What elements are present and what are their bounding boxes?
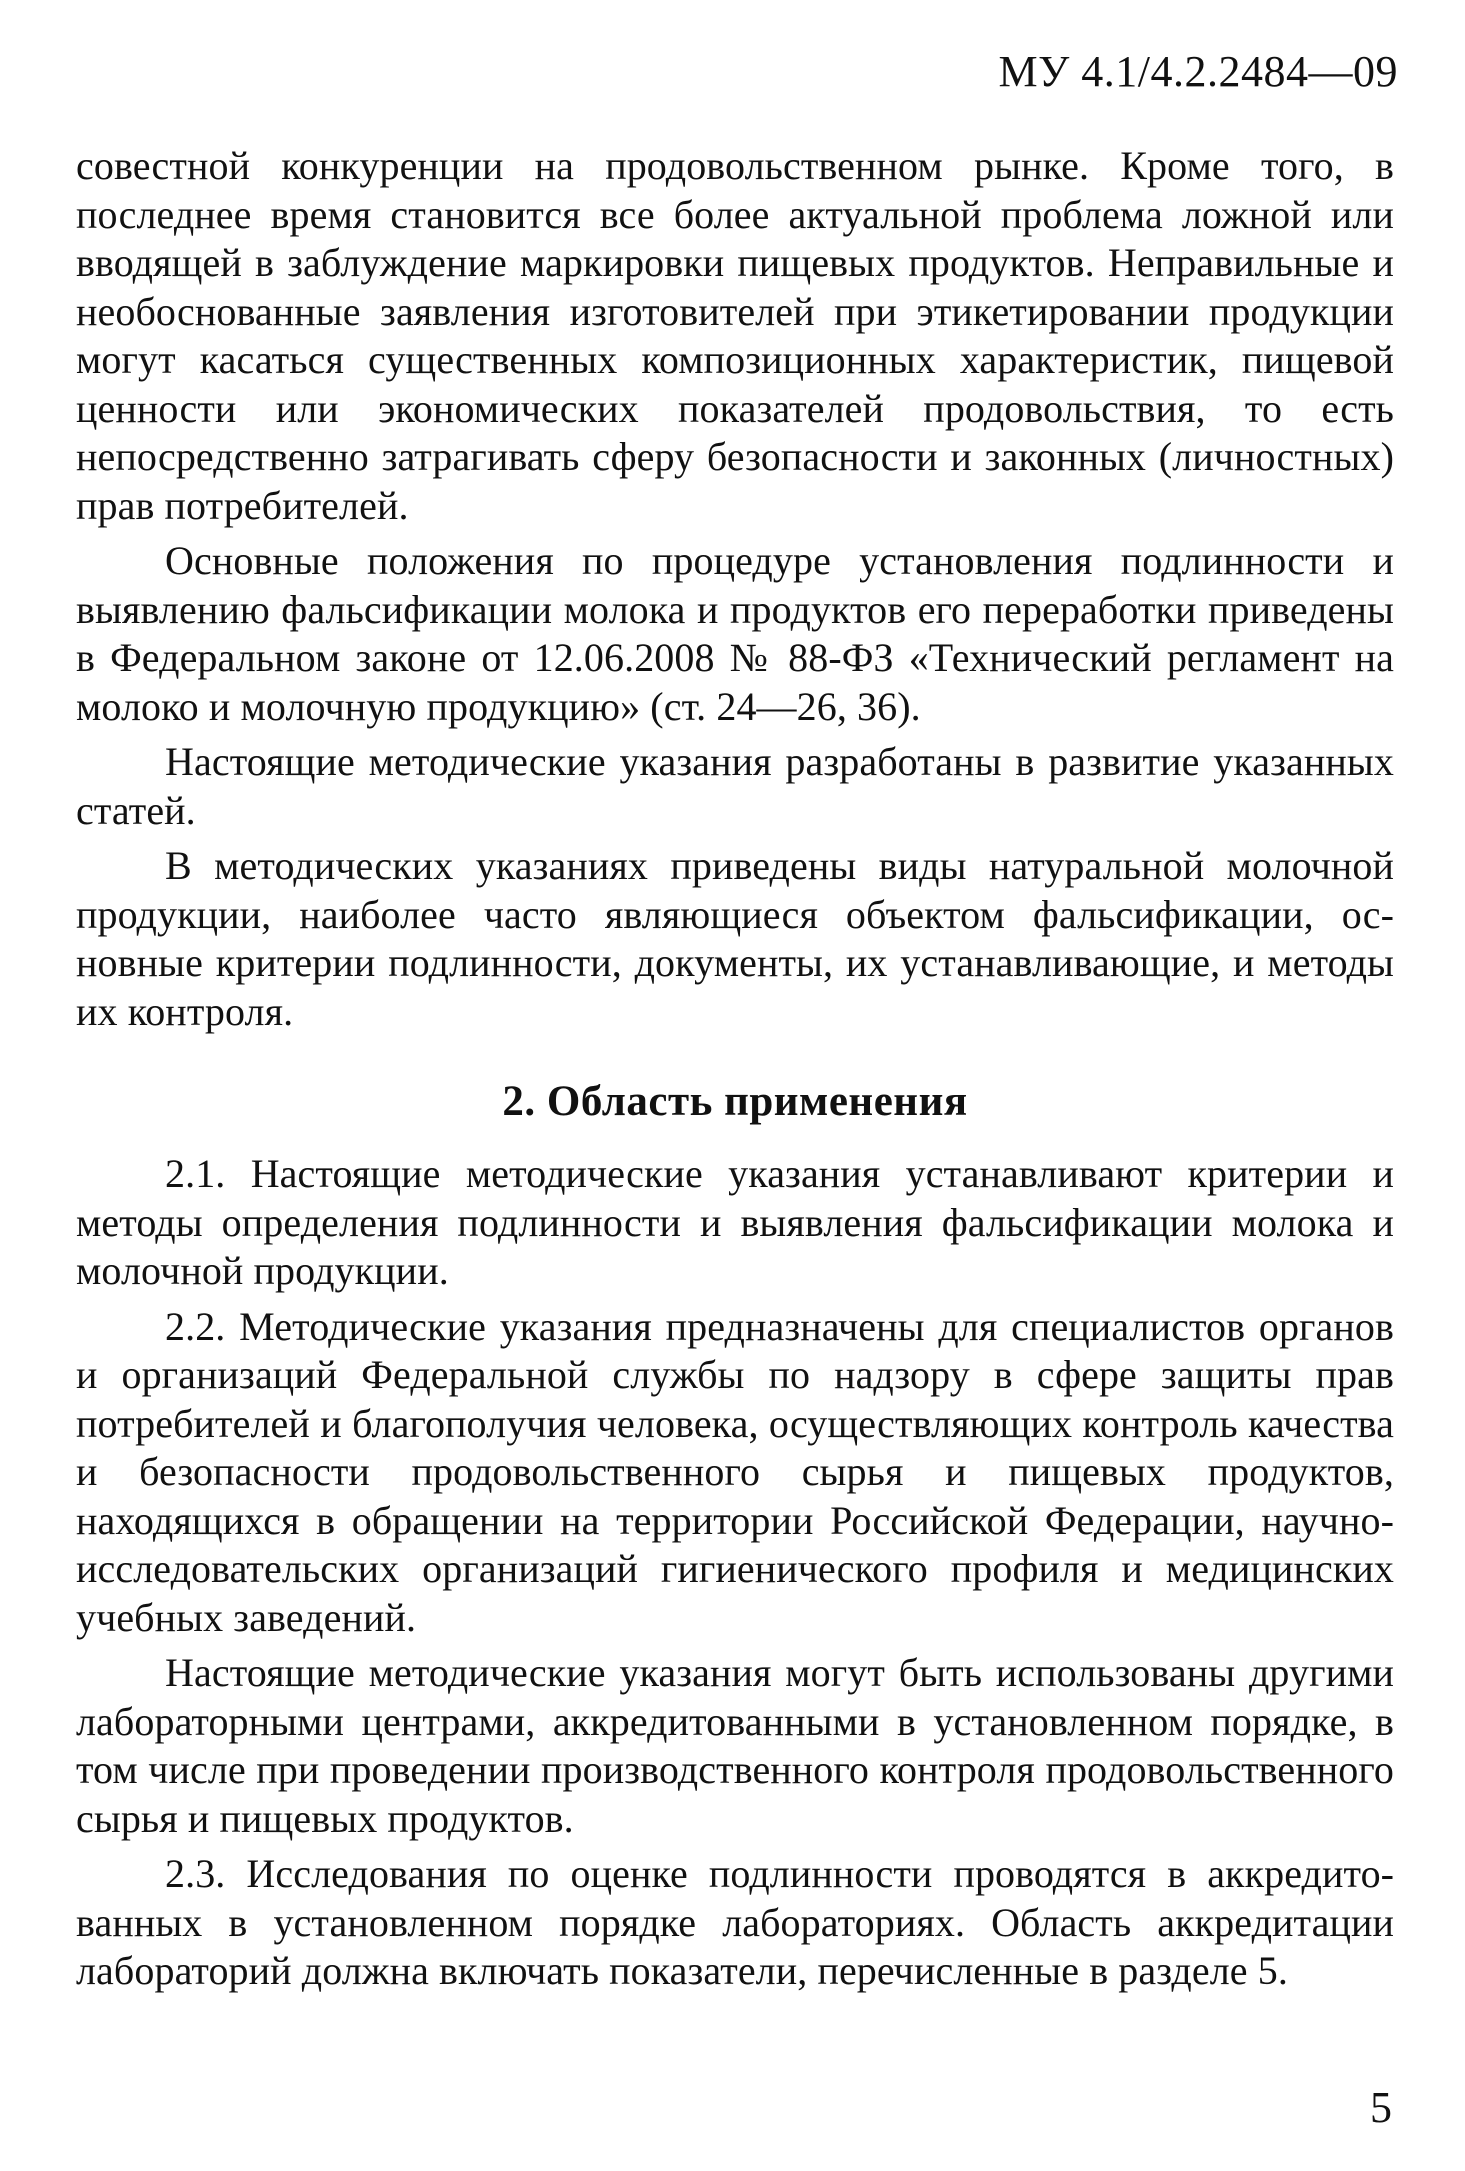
- paragraph-contents: В методических указаниях приведены виды натуральной молочной продукции, наиболее часто являющиеся объектом фальсификации, основные критерии подлинности, документы, их устанавливающие, и методы их контроля.: [76, 843, 1394, 1034]
- clause-2-1: 2.1. Настоящие методические указания устанавливают критерии и методы определения подлинности и выявления фальсификации молока и молочной продукции.: [76, 1151, 1394, 1293]
- paragraph-development: Настоящие методические указания разработаны в развитие указанных статей.: [76, 739, 1394, 833]
- section-heading-scope: 2. Область применения: [502, 1078, 968, 1125]
- page-number: 5: [1370, 2083, 1392, 2132]
- paragraph-intro-continuation: совестной конкуренции на продовольственном рынке. Кроме того, в последнее время становится все более актуальной проблема ложной или вводящей в заблуждение маркировки пищевых продуктов. Неправильные и необоснованные заявления изготовителей при этикетировании продукции могут касаться существенных композиционных характеристик, пищевой ценности или экономических показателей продовольствия, то есть непосредственно затрагивать сферу безопасности и законных (личностных) прав потребителей.: [76, 143, 1394, 528]
- document-body: [76, 142, 1394, 1996]
- document-code: МУ 4.1/4.2.2484—09: [998, 47, 1398, 96]
- clause-2-2-continued: Настоящие методические указания могут быть использованы другими лабораторными центрами, аккредитованными в установленном порядке, в том числе при проведении производственного контроля продовольственного сырья и пищевых продуктов.: [76, 1650, 1394, 1841]
- clause-2-3: 2.3. Исследования по оценке подлинности проводятся в аккредитованных в установленном порядке лабораториях. Область аккредитации лабораторий должна включать показатели, перечисленные в разделе 5.: [76, 1851, 1394, 1993]
- clause-2-2: 2.2. Методические указания предназначены для специалистов органов и организаций Федеральной службы по надзору в сфере защиты прав потребителей и благополучия человека, осуществляющих контроль качества и безопасности продовольственного сырья и пищевых продуктов, находящихся в обращении на территории Российской Федерации, научно-исследовательских организаций гигиенического профиля и медицинских учебных заведений.: [76, 1303, 1394, 1640]
- paragraph-federal-law: Основные положения по процедуре установления подлинности и выявлению фальсификации молока и продуктов его переработки приведены в Федеральном законе от 12.06.2008 № 88-ФЗ «Технический регламент на молоко и молочную продукцию» (ст. 24—26, 36).: [76, 538, 1394, 729]
